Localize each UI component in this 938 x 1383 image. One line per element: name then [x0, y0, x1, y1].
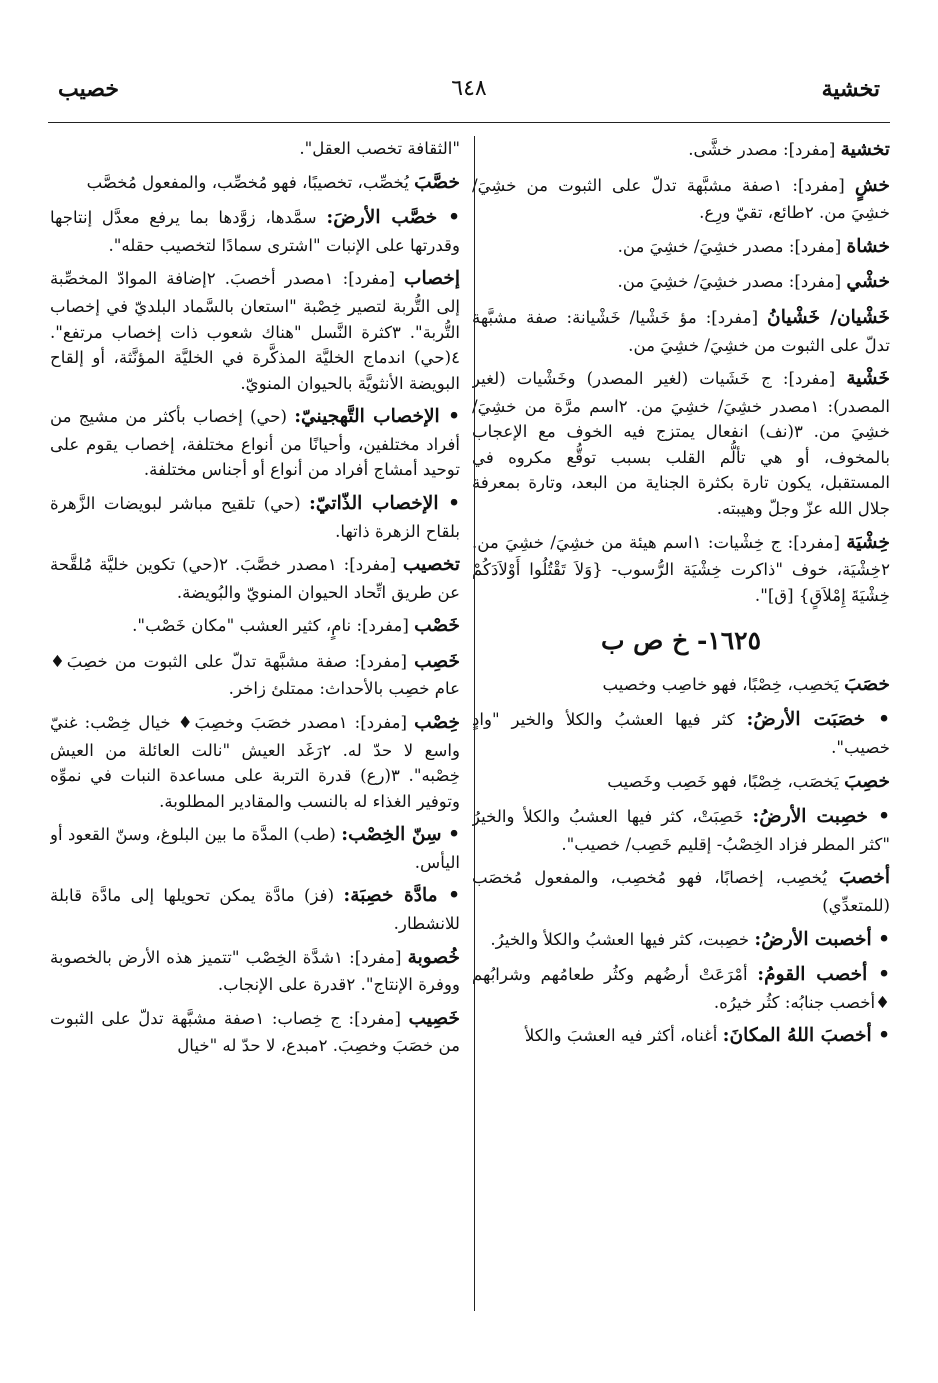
entry-definition: [مفرد]: مصدر خشِيَ/ خشِيَ من. — [617, 236, 842, 256]
header-rule — [48, 122, 890, 123]
entry-headword: • أخصب القومُ: — [757, 964, 890, 986]
entry-headword: خصِبَ — [844, 770, 890, 792]
entry-definition: (حي) تلقيح مباشر لبويضات الزَّهرة بلقاح الزهرة ذاتها. — [50, 493, 460, 541]
entry-headword: • أخصبت الأرضُ: — [754, 928, 890, 950]
entry-headword: خشْي — [846, 271, 890, 293]
entry-definition: يُخصِب، إخصابًا، فهو مُخصِب، والمفعول مُخصَب (للمتعدِّي) — [472, 868, 890, 916]
entry-definition: [مفرد]: ١مصدر أخصبَ. ٢إضافة الموادّ المخصِّبة إلى التُّربة لتصير خِصْبة "استعان بالسَّماد البلديّ في إخصاب التُّربة". ٣كثرة النَّسل "هناك شعوب ذات إخصاب مرتفع". ٤(حي) اندماج الخليَّة المذكَّرة في الخليَّة المؤنَّثة، أو إلقاح البويضة الأنثويَّة بالحيوان المنويّ. — [50, 269, 460, 393]
left-column — [50, 136, 460, 1351]
entry-definition: [مفرد]: مصدر خشَّى. — [688, 140, 836, 159]
dictionary-entry — [50, 490, 460, 544]
page-number: ٦٤٨ — [451, 76, 487, 101]
dictionary-entry — [472, 768, 890, 797]
entry-headword: • سِنّ الخِصْب: — [341, 824, 460, 846]
dictionary-entry — [50, 709, 460, 814]
entry-definition: (طب) المدَّة ما بين البلوغ، وسنّ القعود أو اليأس. — [50, 825, 460, 872]
dictionary-entry — [472, 365, 890, 521]
root-heading: ١٦٢٥- خ ص ب — [600, 626, 762, 656]
dictionary-entry — [50, 265, 460, 396]
dictionary-entry — [472, 136, 890, 165]
dictionary-entry — [50, 648, 460, 702]
dictionary-entry — [50, 136, 460, 162]
dictionary-entry — [472, 671, 890, 700]
dictionary-entry — [50, 551, 460, 605]
page-header — [58, 76, 880, 116]
dictionary-entry — [472, 529, 890, 609]
header-guide-word-left: خصيب — [58, 76, 119, 102]
entry-definition: (فز) مادَّة يمكن تحويلها إلى مادَّة قابلة للانشطار. — [50, 886, 460, 934]
entry-definition: كثر فيها العشبُ والكلأ والخير "وادٍ خصيب". — [472, 710, 890, 758]
entry-definition: [مفرد]: نامٍ، كثير العشب "مكان خَصْب". — [132, 616, 409, 636]
dictionary-entry — [472, 172, 890, 226]
entry-headword: • خصِبت الأرضُ: — [752, 806, 890, 828]
entry-headword: • مادَّة خصِبَة: — [343, 885, 460, 907]
dictionary-entry — [472, 926, 890, 955]
dictionary-entry — [472, 706, 890, 760]
dictionary-entry — [50, 204, 460, 258]
dictionary-entry — [472, 1022, 890, 1051]
dictionary-entry — [472, 864, 890, 918]
dictionary-entry — [472, 304, 890, 358]
entry-definition: [مفرد]: ١شدَّة الخِصْب "تتميز هذه الأرض بالخصوبة ووفرة الإنتاج". ٢قدرة على الإنجاب. — [50, 947, 460, 995]
dictionary-entry — [472, 803, 890, 857]
entry-headword: • الإخصاب التَّهجينيّ: — [294, 406, 460, 428]
dictionary-entry — [50, 882, 460, 936]
dictionary-entry — [50, 403, 460, 483]
dictionary-entry — [50, 944, 460, 998]
entry-headword: • خصَّب الأرضَ: — [326, 207, 460, 229]
entry-headword: تخشية — [840, 139, 890, 160]
dictionary-entry — [50, 1005, 460, 1059]
entry-headword: خِشْيَة — [846, 531, 890, 553]
entry-definition: [مفرد]: مؤ خَشْيا/ خَشْيانة: صفة مشبَّهة تدلّ على الثبوت من خشِيَ/ خشِيَ من. — [472, 308, 890, 355]
entry-definition: "الثقافة تخصب العقل". — [299, 139, 460, 158]
entry-headword: خَشْيان/ خَشْيانُ — [767, 307, 890, 329]
dictionary-entry — [50, 612, 460, 641]
entry-definition: [مفرد]: ج خَشَيات (لغير المصدر) وخَشْيات (لغير المصدر): ١مصدر خشِيَ/ خشِيَ من. ٢اسم مرَّة من خشِيَ/ خشِيَ من. ٣(نف) انفعال يمتزج فيه الخوف مع الإعجاب بالمخوف، أو هي تألُّم القلب بسبب توقُّع مكروه في المستقبل، يكون تارة بكثرة الجناية من البعد، وتارة بمعرفة جلال الله عزّ وجلّ وهيبته. — [472, 369, 890, 519]
entry-definition: [مفرد]: ١مصدر خصَّبَ. ٢(حي) تكوين خليَّة مُلقَّحة عن طريق اتِّحاد الحيوان المنويّ والبُويضة. — [50, 555, 460, 602]
entry-definition: يُخصِّب، تخصيبًا، فهو مُخصِّب، والمفعول مُخصَّب — [86, 172, 409, 192]
entry-headword: تخصيب — [402, 554, 460, 576]
header-guide-word-right: تخشية — [821, 76, 880, 102]
entry-headword: • أخصبَ اللهُ المكانَ: — [722, 1025, 890, 1047]
dictionary-entry — [50, 169, 460, 198]
entry-definition: [مفرد]: ج خِصاب: ١صفة مشبَّهة تدلّ على الثبوت من خصَبَ وخصِبَ. ٢مبدع، لا حدّ له "خيال — [50, 1008, 460, 1056]
dictionary-entry — [472, 233, 890, 262]
entry-headword: • الإخصاب الذّاتيّ: — [309, 492, 460, 514]
entry-headword: خَصْب — [414, 615, 460, 637]
entry-headword: خِصْب — [414, 712, 460, 734]
entry-headword: خَصِيب — [408, 1007, 460, 1029]
entry-definition: أغناه، أكثر فيه العشبَ والكلأ — [524, 1026, 718, 1046]
entry-definition: أمْرَعَتْ أرضُهم وكثُر طعامُهم وشرابُهم ♦أخصب جنابُه: كثُر خيرُه. — [472, 965, 890, 1012]
entry-definition: [مفرد]: مصدر خشِيَ/ خشِيَ من. — [617, 272, 842, 292]
entry-headword: • خصَبَت الأرضُ: — [746, 709, 890, 731]
entry-definition: [مفرد]: صفة مشبَّهة تدلّ على الثبوت من خصِبَ♦ عام خصِب بالأحداث: ممتلئ زاخر. — [50, 651, 460, 699]
dictionary-entry — [472, 268, 890, 297]
entry-definition: [مفرد]: ج خِشْيات: ١اسم هيئة من خشِيَ/ خشِيَ من. ٢خِشْيَة، خوف "ذاكرت خِشْيَة الرُّسوب- {وَلاَ تَقْتُلُوا أَوْلاَدَكُمْ خِشْيَةَ إِمْلاَقٍ} [ق]". — [472, 532, 890, 605]
entry-headword: خَصِب — [414, 650, 460, 672]
column-divider — [474, 136, 475, 1311]
entry-headword: خشاة — [846, 235, 890, 257]
entry-headword: خصَبَ — [844, 673, 890, 695]
entry-definition: خَصِبَتْ، كثر فيها العشبُ والكلأ والخيرُ "كثر المطر فزاد الخِصْبُ- إقليم خَصِب/ خصيب". — [472, 807, 890, 854]
entry-definition: سمَّدها، زوَّدها بما يرفع معدَّل إنتاجها وقدرتها على الإنبات "اشترى سمادًا لتخصيب حقله". — [50, 208, 460, 255]
entry-headword: خُصوبة — [407, 946, 460, 968]
entry-definition: خصِبت، كثر فيها العشبُ والكلأ والخيرُ. — [490, 929, 750, 949]
entry-headword: أخصبَ — [838, 867, 890, 889]
entry-headword: خَشْية — [846, 368, 890, 390]
dictionary-entry — [50, 821, 460, 875]
entry-definition: يَخصِب، خِصْبًا، فهو خاصِب وخصيب — [602, 674, 839, 694]
entry-definition: [مفرد]: ١صفة مشبَّهة تدلّ على الثبوت من خشِيَ/ خشِيَ من. ٢طائع، تقيّ ورِع. — [472, 175, 890, 223]
dictionary-entry — [472, 961, 890, 1015]
entry-definition: يَخصَب، خِصْبًا، فهو خَصِب وخَصيب — [607, 771, 839, 791]
entry-headword: إخصاب — [404, 268, 460, 290]
entry-headword: خشٍ — [854, 174, 890, 196]
entry-definition: (حي) إخصاب بأكثر من مشيج من أفراد مختلفين، وأحيانًا من أنواع مختلفة، إخصاب يقوم على توحيد أمشاج أفراد من أنواع أو أجناس مختلفة. — [50, 407, 460, 480]
right-column — [472, 136, 890, 1351]
entry-headword: خصَّبَ — [414, 171, 460, 193]
entry-definition: [مفرد]: ١مصدر خصَبَ وخصِبَ♦ خيال خِصْب: غنيّ واسع لا حدّ له. ٢رَغَد العيش "نالت العائلة من العيش خِصْبه". ٣(رع) قدرة التربة على مساعدة النبات في نموِّه وتوفير الغذاء له بالنسب والمقادير المطلوبة. — [50, 713, 460, 811]
